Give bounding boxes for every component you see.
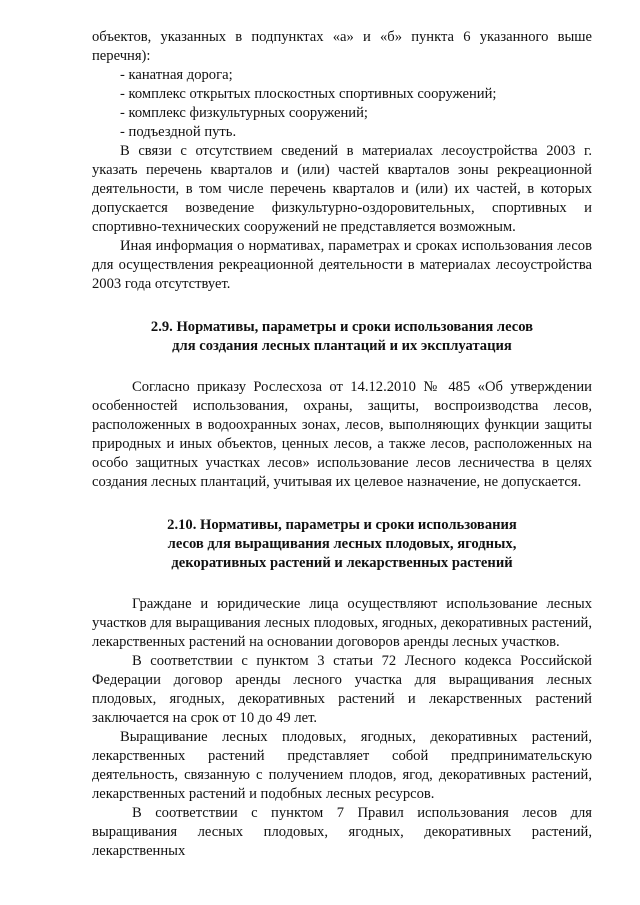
list-item: - канатная дорога; <box>120 67 233 83</box>
section-heading-line: для создания лесных плантаций и их эксплуатация <box>172 338 512 354</box>
list-item: - подъездной путь. <box>120 124 237 140</box>
section-2-9-heading <box>92 318 592 356</box>
section-2-10-paragraph: Выращивание лесных плодовых, ягодных, декоративных растений, лекарственных растений представляет собой предпринимательскую деятельность, связанную с получением плодов, ягод, декоративных растений, лекарственных растений и подобных лесных ресурсов. <box>92 729 592 802</box>
section-2-10-heading <box>92 516 592 573</box>
document-page <box>92 28 592 861</box>
list-item: - комплекс открытых плоскостных спортивных сооружений; <box>120 86 497 102</box>
section-heading-line: лесов для выращивания лесных плодовых, ягодных, <box>167 536 517 552</box>
section-2-9-paragraph: Согласно приказу Рослесхоза от 14.12.2010 № 485 «Об утверждении особенностей использования, охраны, защиты, воспроизводства лесов, расположенных в водоохранных зонах, лесов, выполняющих функции защиты природных и иных объектов, ценных лесов, а также лесов, расположенных на особо защитных участках лесов» использование лесов лесничества в целях создания лесных плантаций, учитывая их целевое назначение, не допускается. <box>92 379 592 490</box>
section-heading-line: декоративных растений и лекарственных растений <box>171 555 513 571</box>
list-item: - комплекс физкультурных сооружений; <box>120 105 368 121</box>
section-heading-line: 2.10. Нормативы, параметры и сроки использования <box>167 517 517 533</box>
intro-paragraph-continuation: объектов, указанных в подпунктах «а» и «б» пункта 6 указанного выше перечня): <box>92 29 592 64</box>
section-2-10-paragraph: В соответствии с пунктом 7 Правил использования лесов для выращивания лесных плодовых, ягодных, декоративных растений, лекарственных <box>92 805 592 859</box>
intro-paragraph-missing-data: В связи с отсутствием сведений в материалах лесоустройства 2003 г. указать перечень кварталов и (или) частей кварталов зоны рекреационной деятельности, в том числе перечень кварталов и (или) их частей, в которых допускается возведение физкультурно-оздоровительных, спортивных и спортивно-технических сооружений не представляется возможным. <box>92 143 592 235</box>
section-2-10-paragraph: В соответствии с пунктом 3 статьи 72 Лесного кодекса Российской Федерации договор аренды лесного участка для выращивания лесных плодовых, ягодных, декоративных растений и лекарственных растений заключается на срок от 10 до 49 лет. <box>92 653 592 726</box>
section-2-10-paragraph: Граждане и юридические лица осуществляют использование лесных участков для выращивания лесных плодовых, ягодных, декоративных растений, лекарственных растений на основании договоров аренды лесных участков. <box>92 596 592 650</box>
facility-list <box>92 66 592 142</box>
intro-paragraph-other-info: Иная информация о нормативах, параметрах и сроках использования лесов для осуществления рекреационной деятельности в материалах лесоустройства 2003 года отсутствует. <box>92 238 592 292</box>
section-heading-line: 2.9. Нормативы, параметры и сроки использования лесов <box>150 319 534 335</box>
